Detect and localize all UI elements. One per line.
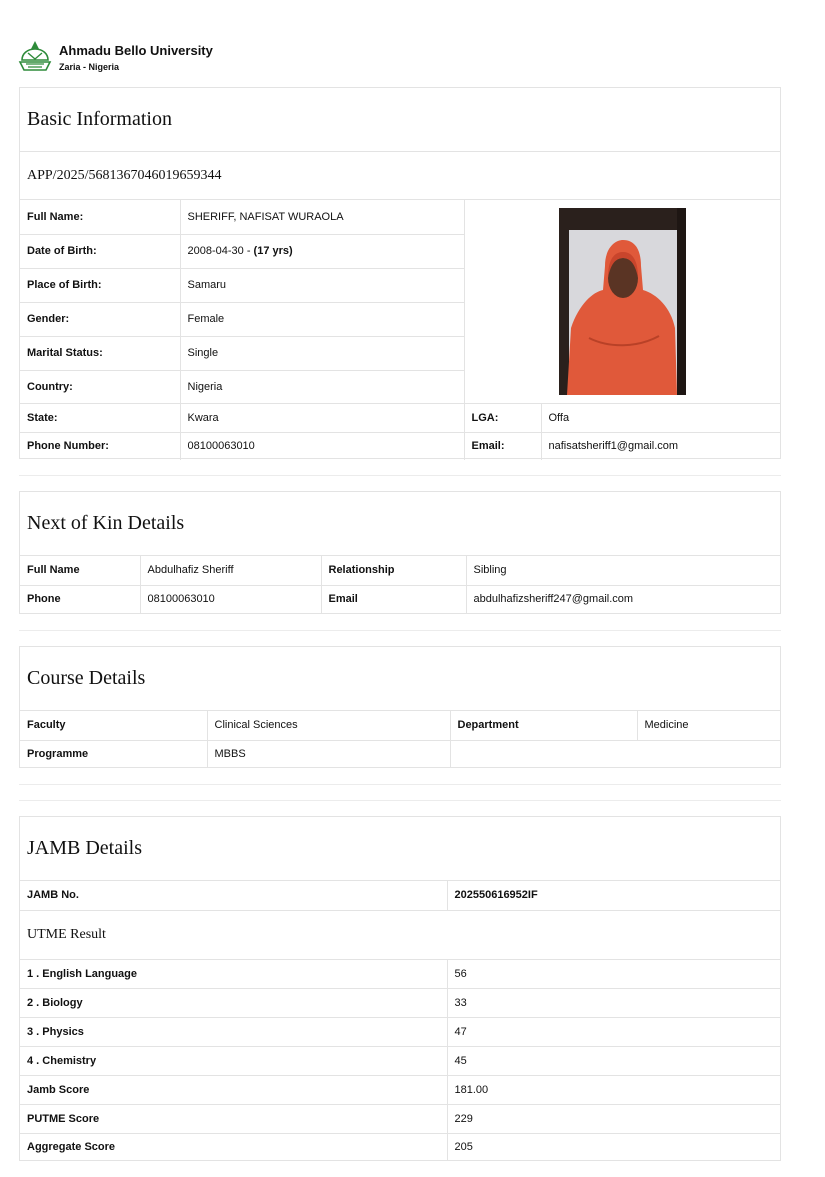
programme-label: Programme [20,740,207,768]
department-label: Department [450,711,637,740]
table-row [20,1046,780,1075]
aggregate-score-label: Aggregate Score [20,1133,447,1161]
jamb-details-table [20,881,780,1161]
section-divider [19,800,781,801]
faculty-label: Faculty [20,711,207,740]
jamb-score-value: 181.00 [447,1075,780,1104]
basic-info-table [20,200,780,460]
place-of-birth-value: Samaru [180,268,464,302]
table-row [20,585,780,613]
application-number: APP/2025/5681367046019659344 [20,152,780,200]
kin-relationship-label: Relationship [321,556,466,585]
aggregate-score-value: 205 [447,1133,780,1161]
table-row [20,740,780,768]
email-value: nafisatsheriff1@gmail.com [541,432,780,460]
empty-cell [450,740,780,768]
next-of-kin-title: Next of Kin Details [20,492,780,556]
university-location: Zaria - Nigeria [59,62,120,72]
subject-score: 47 [447,1017,780,1046]
email-label: Email: [464,432,541,460]
programme-value: MBBS [207,740,450,768]
full-name-label: Full Name: [20,200,180,234]
marital-status-label: Marital Status: [20,336,180,370]
place-of-birth-label: Place of Birth: [20,268,180,302]
phone-number-value: 08100063010 [180,432,464,460]
table-row [20,881,780,910]
date-of-birth-label: Date of Birth: [20,234,180,268]
full-name-value: SHERIFF, NAFISAT WURAOLA [180,200,464,234]
kin-phone-label: Phone [20,585,140,613]
age-text: (17 yrs) [253,245,293,257]
section-divider [19,784,781,785]
table-row [20,1133,780,1161]
country-label: Country: [20,370,180,403]
table-row [20,988,780,1017]
lga-value: Offa [541,403,780,432]
jamb-details-title: JAMB Details [20,817,780,881]
next-of-kin-card [19,491,781,614]
university-name: Ahmadu Bello University [59,43,213,58]
table-row [20,403,780,432]
state-value: Kwara [180,403,464,432]
table-row [20,200,780,234]
marital-status-value: Single [180,336,464,370]
table-row [20,432,780,460]
kin-full-name-value: Abdulhafiz Sheriff [140,556,321,585]
table-row [20,1104,780,1133]
faculty-value: Clinical Sciences [207,711,450,740]
table-row [20,711,780,740]
state-label: State: [20,403,180,432]
date-of-birth-value [180,234,464,268]
table-row [20,1017,780,1046]
subject-label: 3 . Physics [20,1017,447,1046]
photo-cell [464,200,780,403]
kin-email-value: abdulhafizsheriff247@gmail.com [466,585,780,613]
phone-number-label: Phone Number: [20,432,180,460]
page-header [18,38,318,74]
gender-label: Gender: [20,302,180,336]
lga-label: LGA: [464,403,541,432]
applicant-photo [559,208,686,395]
table-row [20,1075,780,1104]
subject-label: 1 . English Language [20,959,447,988]
jamb-no-label: JAMB No. [20,881,447,910]
basic-information-title: Basic Information [20,88,780,152]
department-value: Medicine [637,711,780,740]
next-of-kin-table [20,556,780,613]
utme-result-title: UTME Result [20,910,780,959]
subject-score: 45 [447,1046,780,1075]
jamb-details-card [19,816,781,1161]
jamb-no-value: 202550616952IF [447,881,780,910]
course-details-table [20,711,780,768]
kin-full-name-label: Full Name [20,556,140,585]
basic-information-card [19,87,781,459]
abu-crest-icon [18,40,52,72]
course-details-card [19,646,781,768]
kin-phone-value: 08100063010 [140,585,321,613]
putme-score-label: PUTME Score [20,1104,447,1133]
kin-email-label: Email [321,585,466,613]
table-row [20,959,780,988]
putme-score-value: 229 [447,1104,780,1133]
table-row [20,556,780,585]
subject-score: 33 [447,988,780,1017]
course-details-title: Course Details [20,647,780,711]
subject-label: 4 . Chemistry [20,1046,447,1075]
gender-value: Female [180,302,464,336]
date-of-birth-text: 2008-04-30 - [187,245,254,257]
subject-score: 56 [447,959,780,988]
table-row [20,910,780,959]
section-divider [19,475,781,476]
jamb-score-label: Jamb Score [20,1075,447,1104]
kin-relationship-value: Sibling [466,556,780,585]
country-value: Nigeria [180,370,464,403]
subject-label: 2 . Biology [20,988,447,1017]
section-divider [19,630,781,631]
